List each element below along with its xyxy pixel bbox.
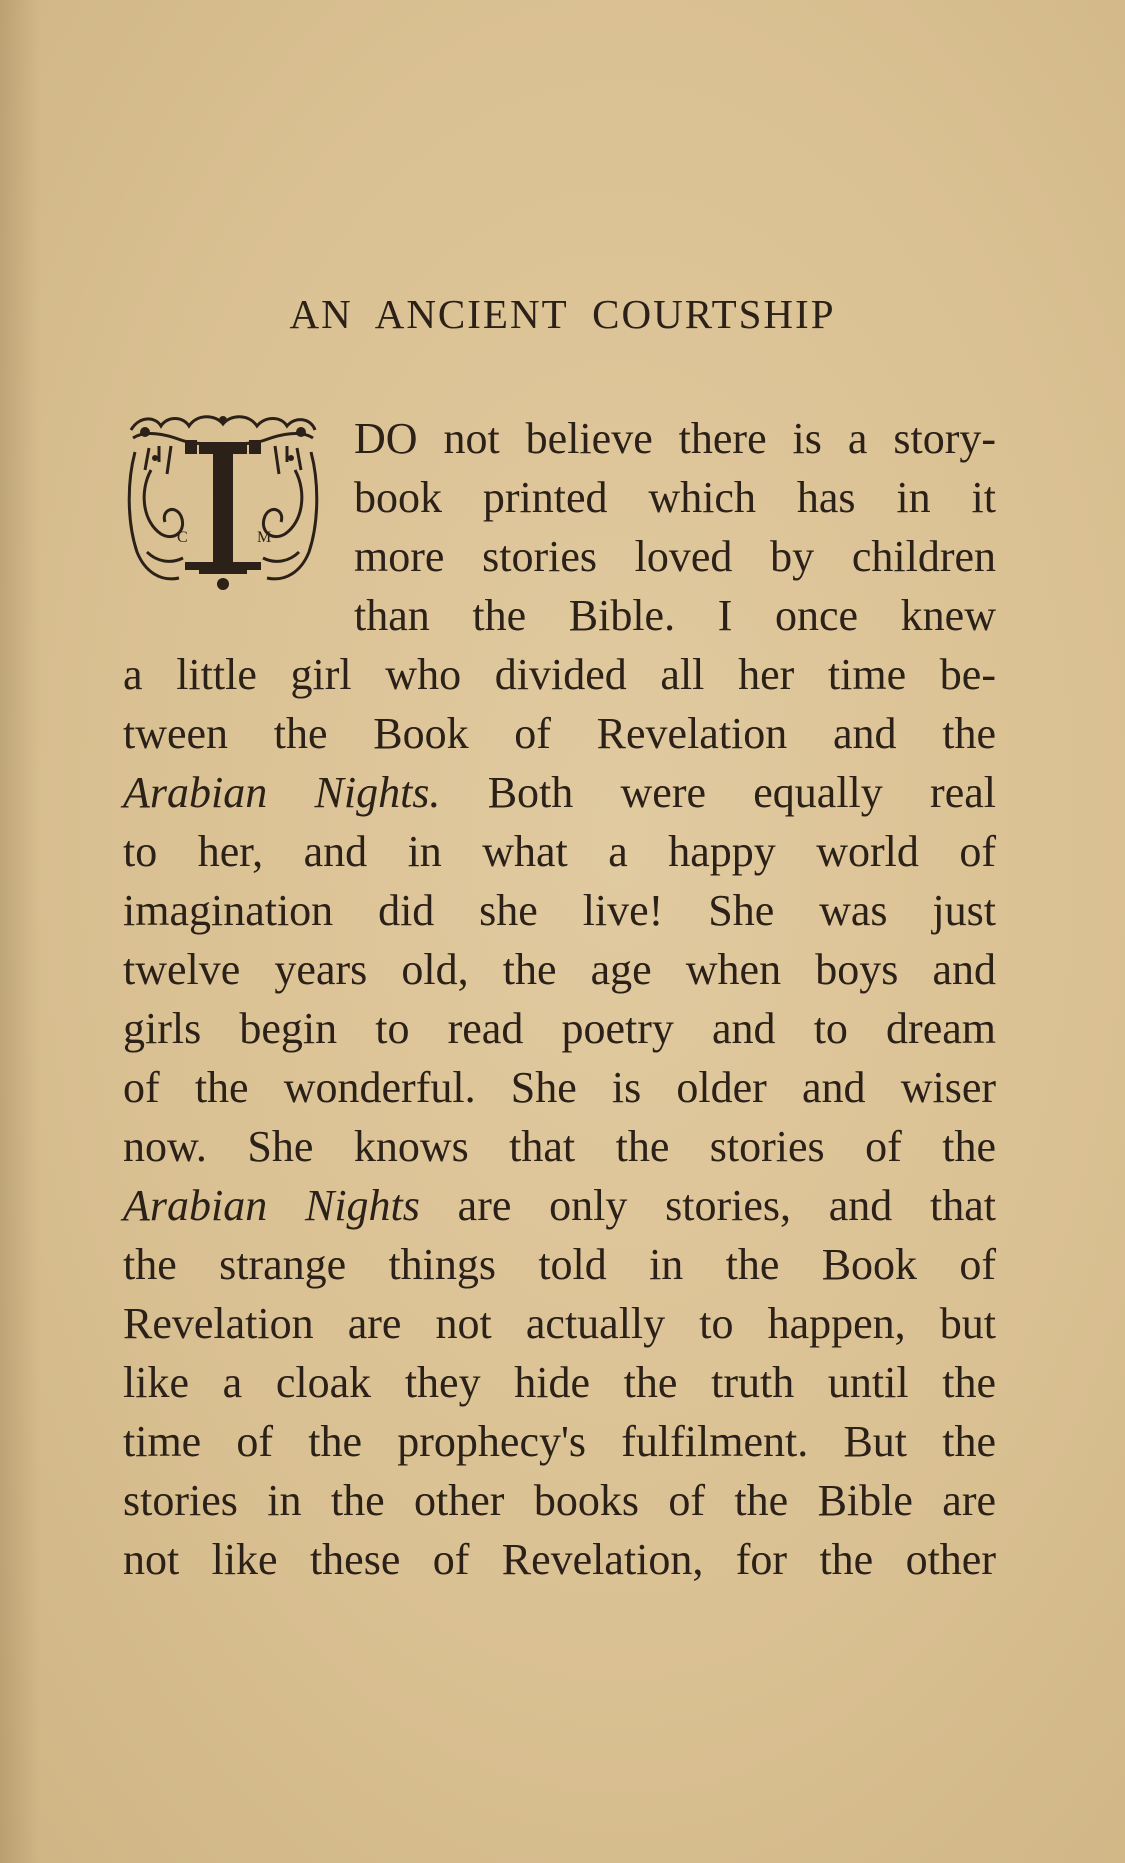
text-line: girls begin to read poetry and to dream [123, 1004, 996, 1053]
text-line: time of the prophecy's fulfilment. But the [123, 1417, 996, 1466]
text-run: are only stories, and that [419, 1181, 996, 1230]
text-line: than the Bible. I once knew [354, 591, 996, 640]
book-title-italic: Arabian Nights [123, 1181, 420, 1230]
text-line: now. She knows that the stories of the [123, 1122, 996, 1171]
monogram-letter-c: C [177, 529, 188, 546]
text-run: Both were equally real [440, 768, 996, 817]
text-line: the strange things told in the Book of [123, 1240, 996, 1289]
monogram-letter-m: M [257, 529, 272, 546]
text-line: stories in the other books of the Bible are [123, 1476, 996, 1525]
text-line: like a cloak they hide the truth until the [123, 1358, 996, 1407]
text-line: more stories loved by children [354, 532, 996, 581]
text-line: Revelation are not actually to happen, but [123, 1299, 996, 1348]
text-line: imagination did she live! She was just [123, 886, 996, 935]
text-line: a little girl who divided all her time be- [123, 650, 996, 699]
text-line: to her, and in what a happy world of [123, 827, 996, 876]
text-line [123, 764, 996, 822]
text-line: DO not believe there is a story- [354, 414, 996, 463]
text-line: of the wonderful. She is older and wiser [123, 1063, 996, 1112]
text-line: twelve years old, the age when boys and [123, 945, 996, 994]
book-title-italic: Arabian Nights. [123, 768, 441, 817]
text-line: book printed which has in it [354, 473, 996, 522]
text-line: tween the Book of Revelation and the [123, 709, 996, 758]
text-line [123, 1177, 996, 1235]
running-head: AN ANCIENT COURTSHIP [289, 291, 836, 337]
text-line: not like these of Revelation, for the other [123, 1535, 996, 1584]
